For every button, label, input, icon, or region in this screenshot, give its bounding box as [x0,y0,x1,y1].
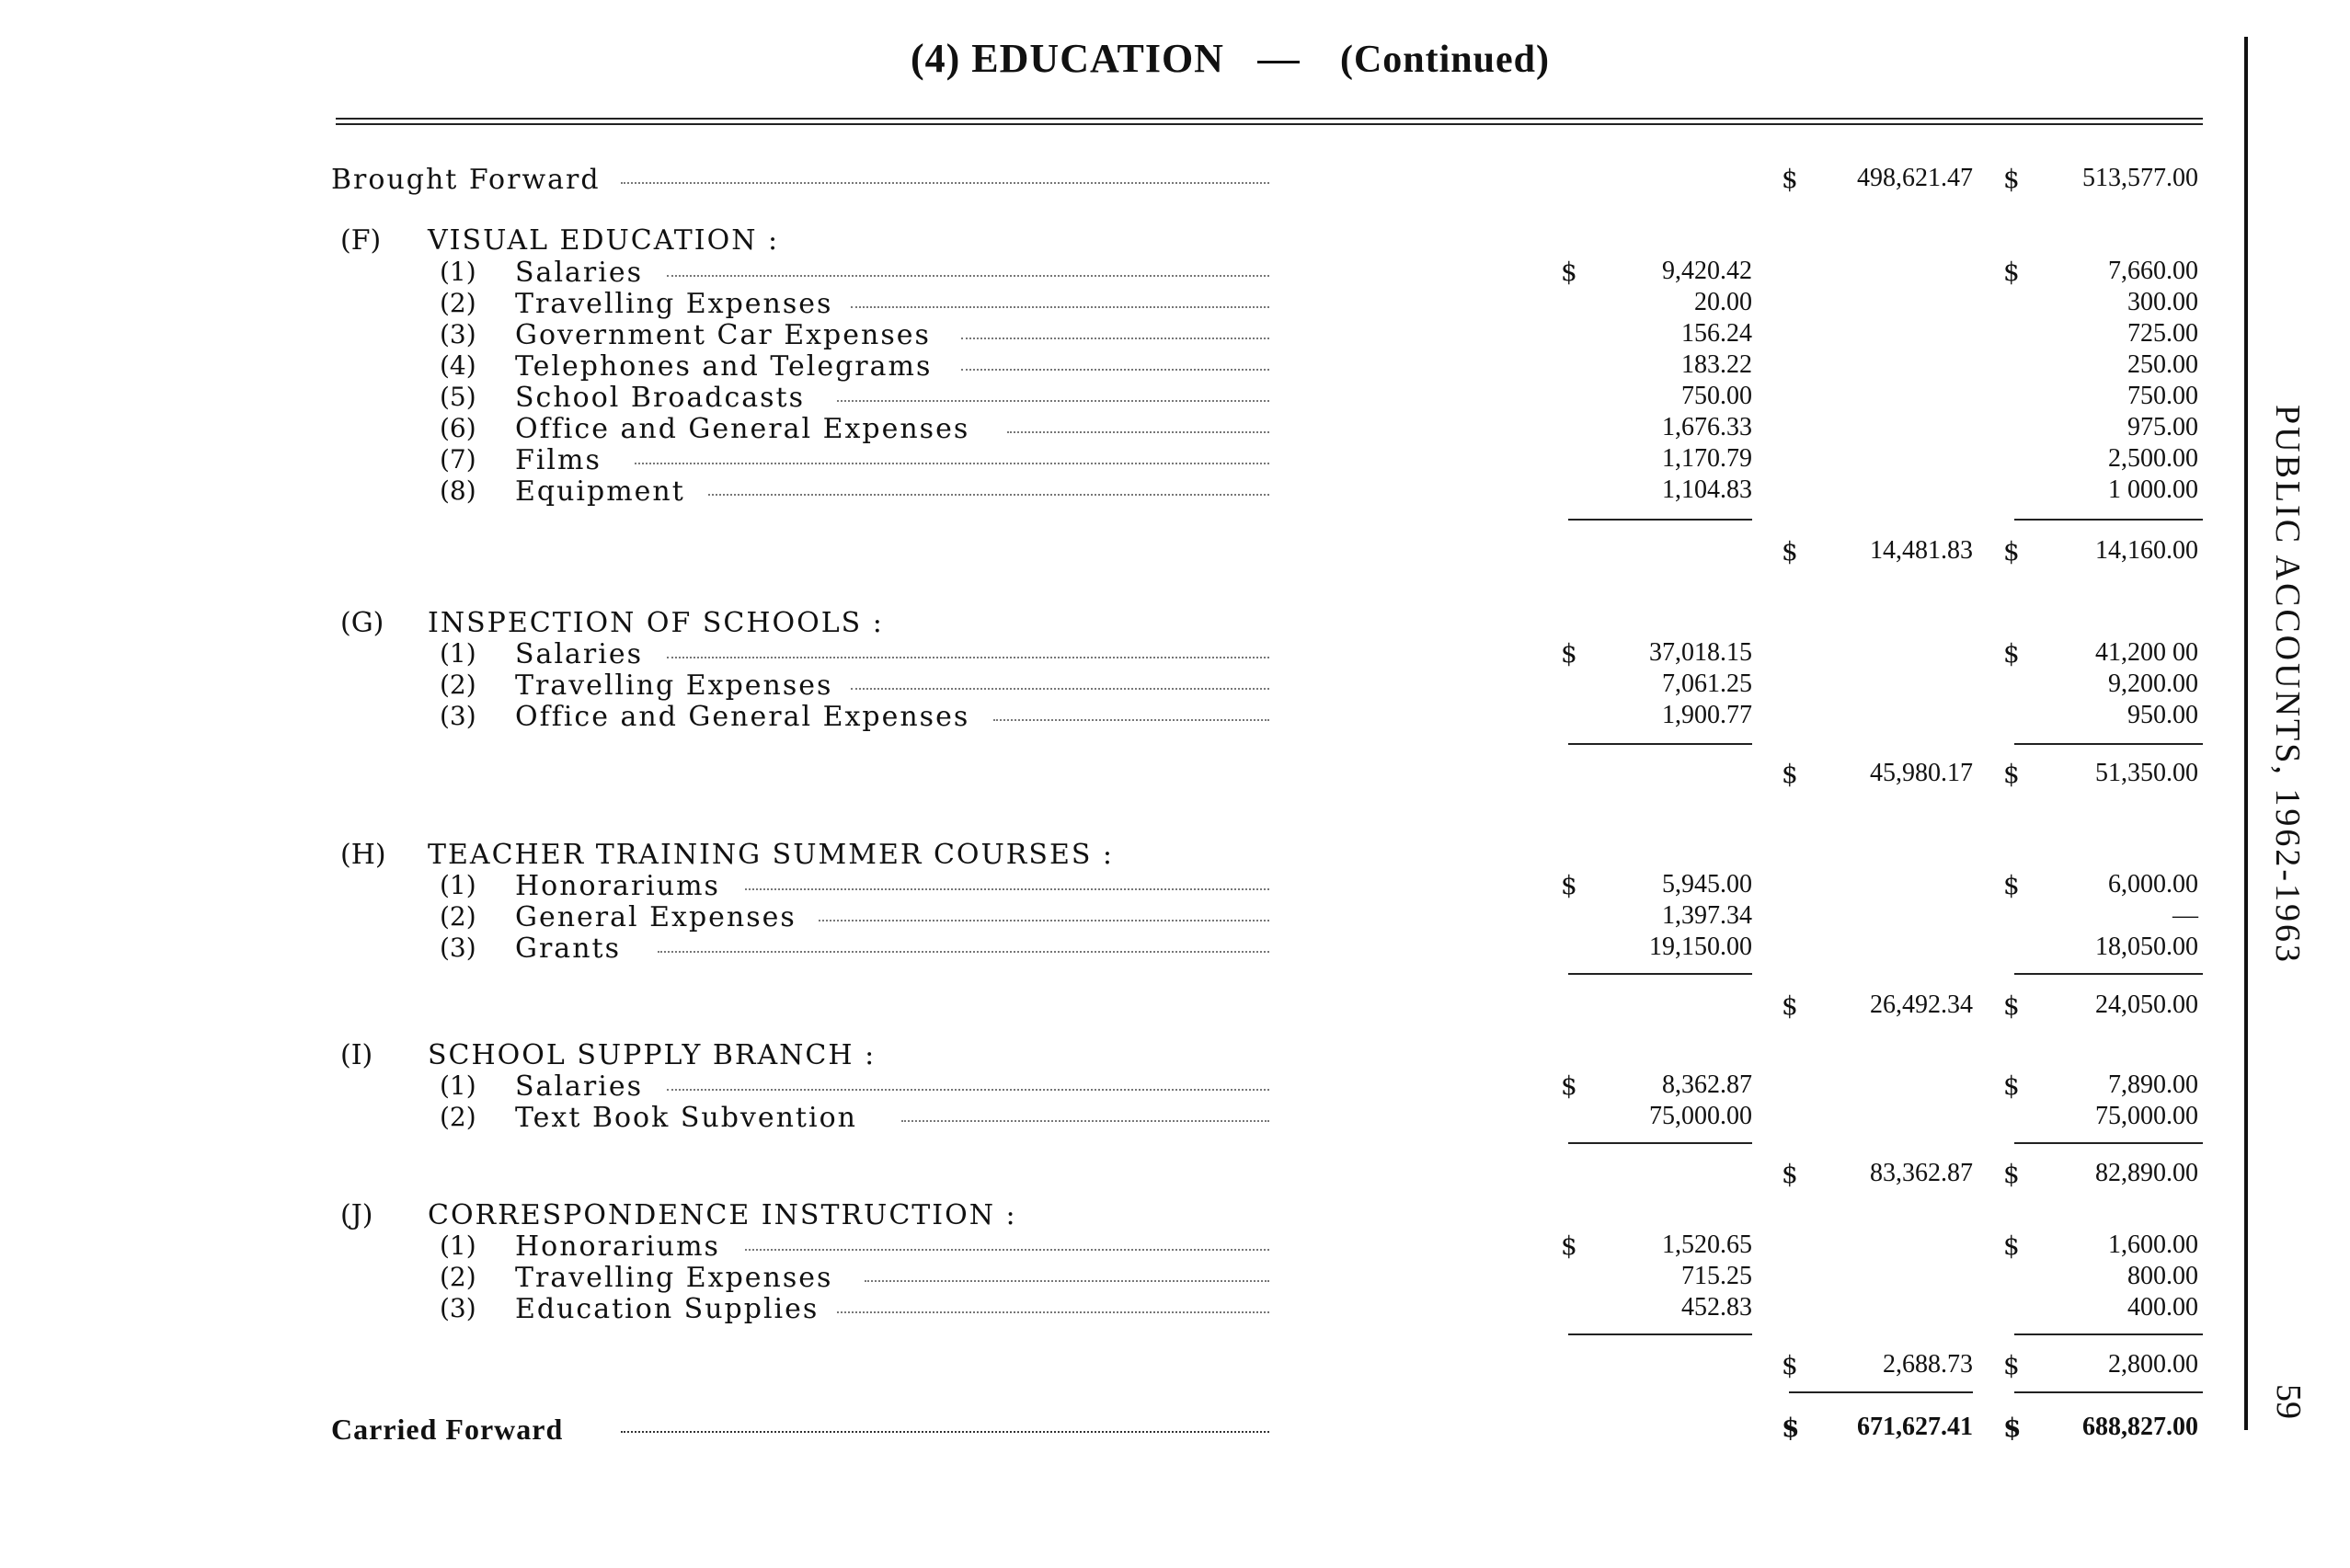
leader-dots [667,1089,1269,1091]
item-number: (2) [440,288,476,318]
grand-total-rule [2014,1391,2203,1393]
leader-dots [901,1120,1269,1122]
item-actual: 1,520.65 [1662,1230,1752,1259]
section-heading-row [0,224,2207,256]
item-label: Office and General Expenses [515,701,970,733]
item-estimate: 300.00 [2127,288,2198,316]
section-heading: TEACHER TRAINING SUMMER COURSES : [428,839,1115,871]
item-label: Honorariums [515,1230,720,1263]
currency-sign: $ [1782,990,1798,1021]
section-heading: VISUAL EDUCATION : [428,224,780,257]
section-heading-row [0,1039,2207,1070]
carried-forward-row [0,1413,2207,1444]
margin-rule [2244,37,2248,1430]
item-actual: 8,362.87 [1662,1070,1752,1099]
item-actual: 20.00 [1694,288,1752,316]
item-estimate: 750.00 [2127,382,2198,410]
item-actual: 75,000.00 [1649,1102,1752,1130]
section-total-actual: 83,362.87 [1870,1159,1973,1187]
leader-dots [658,951,1269,953]
line-item-row [0,638,2207,670]
item-number: (3) [440,1293,476,1323]
item-actual: 750.00 [1681,382,1752,410]
section-total-actual: 2,688.73 [1883,1350,1973,1379]
item-estimate: 2,500.00 [2108,444,2198,473]
subtotal-rule [1568,1333,1752,1335]
item-number: (7) [440,444,476,475]
item-number: (1) [440,870,476,900]
currency-sign: $ [2003,990,2020,1021]
subtotal-rule [2014,743,2203,745]
line-item-row [0,382,2207,413]
line-item-row [0,257,2207,288]
item-number: (1) [440,638,476,669]
section-letter: (H) [340,839,386,871]
section-total-estimate: 2,800.00 [2108,1350,2198,1379]
item-estimate: 75,000.00 [2095,1102,2198,1130]
item-estimate: 18,050.00 [2095,933,2198,961]
item-actual: 37,018.15 [1649,638,1752,667]
subtotal-rule [2014,1333,2203,1335]
item-actual: 715.25 [1681,1262,1752,1290]
item-label: Government Car Expenses [515,319,931,351]
page-number: 59 [2269,1384,2308,1419]
currency-sign: $ [2003,1413,2022,1443]
item-actual: 1,170.79 [1662,444,1752,473]
item-number: (3) [440,701,476,731]
subtotal-rule [1568,519,1752,521]
item-label: Grants [515,933,621,965]
line-item-row [0,350,2207,382]
item-actual: 1,676.33 [1662,413,1752,441]
brought-forward-row [0,164,2207,195]
grand-total-rule [1789,1391,1973,1393]
item-label: Travelling Expenses [515,670,833,702]
brought-forward-estimate: 513,577.00 [2082,164,2198,192]
item-number: (2) [440,1262,476,1292]
item-estimate: 725.00 [2127,319,2198,348]
item-number: (3) [440,933,476,963]
line-item-row [0,1230,2207,1262]
line-item-row [0,1102,2207,1133]
currency-sign: $ [2003,1070,2020,1101]
item-label: Salaries [515,1070,644,1103]
subtotal-rule [2014,519,2203,521]
item-estimate: 1 000.00 [2108,475,2198,504]
line-item-row [0,475,2207,507]
currency-sign: $ [2003,870,2020,900]
leader-dots [865,1280,1269,1282]
item-estimate: — [2172,901,2198,930]
carried-forward-actual: 671,627.41 [1857,1413,1973,1441]
item-label: Text Book Subvention [515,1102,857,1134]
subtotal-rule [1568,973,1752,975]
item-estimate: 7,890.00 [2108,1070,2198,1099]
section-total-row [0,1159,2207,1190]
brought-forward-label: Brought Forward [331,164,601,196]
leader-dots [851,688,1269,690]
item-actual: 1,104.83 [1662,475,1752,504]
leader-dots [667,657,1269,658]
section-letter: (I) [340,1039,373,1071]
item-estimate: 250.00 [2127,350,2198,379]
leader-dots [837,400,1269,402]
subtotal-rule [1568,1142,1752,1144]
section-total-row [0,1350,2207,1381]
title-dash [1257,61,1300,63]
item-estimate: 41,200 00 [2095,638,2198,667]
subtotal-rule [2014,1142,2203,1144]
leader-dots [667,275,1269,277]
leader-dots [837,1311,1269,1313]
section-total-estimate: 24,050.00 [2095,990,2198,1019]
item-estimate: 1,600.00 [2108,1230,2198,1259]
carried-forward-estimate: 688,827.00 [2082,1413,2198,1441]
header-rule-bottom [336,123,2203,125]
leader-dots [961,338,1269,339]
leader-dots [708,494,1269,496]
section-heading-row [0,1199,2207,1230]
item-estimate: 9,200.00 [2108,670,2198,698]
leader-dots [621,182,1269,184]
currency-sign: $ [1782,1159,1798,1189]
item-actual: 19,150.00 [1649,933,1752,961]
currency-sign: $ [2003,536,2020,567]
currency-sign: $ [1561,257,1577,287]
brought-forward-actual: 498,621.47 [1857,164,1973,192]
leader-dots [819,920,1269,921]
section-total-actual: 26,492.34 [1870,990,1973,1019]
item-number: (1) [440,257,476,287]
line-item-row [0,444,2207,475]
section-total-actual: 45,980.17 [1870,759,1973,787]
line-item-row [0,870,2207,901]
section-heading: SCHOOL SUPPLY BRANCH : [428,1039,877,1071]
item-label: Films [515,444,602,476]
item-label: Honorariums [515,870,720,902]
currency-sign: $ [1782,759,1798,789]
item-label: Office and General Expenses [515,413,970,445]
header-rule-top [336,118,2203,120]
currency-sign: $ [1782,536,1798,567]
section-title: (4) EDUCATION [911,36,1224,81]
section-total-actual: 14,481.83 [1870,536,1973,565]
item-estimate: 800.00 [2127,1262,2198,1290]
currency-sign: $ [1782,164,1798,194]
currency-sign: $ [2003,1159,2020,1189]
item-label: Salaries [515,257,644,289]
leader-dots [851,306,1269,308]
item-number: (2) [440,901,476,932]
currency-sign: $ [2003,1230,2020,1261]
item-label: Equipment [515,475,685,508]
line-item-row [0,933,2207,964]
leader-dots [993,719,1269,721]
leader-dots [635,463,1269,464]
item-estimate: 400.00 [2127,1293,2198,1322]
item-number: (2) [440,670,476,700]
item-number: (3) [440,319,476,349]
item-actual: 5,945.00 [1662,870,1752,898]
line-item-row [0,319,2207,350]
line-item-row [0,670,2207,701]
item-label: Salaries [515,638,644,670]
item-actual: 1,900.77 [1662,701,1752,729]
item-label: School Broadcasts [515,382,806,414]
item-number: (2) [440,1102,476,1132]
line-item-row [0,701,2207,732]
line-item-row [0,1293,2207,1324]
item-estimate: 7,660.00 [2108,257,2198,285]
currency-sign: $ [2003,1350,2020,1380]
section-heading: CORRESPONDENCE INSTRUCTION : [428,1199,1017,1231]
item-label: General Expenses [515,901,797,933]
item-number: (1) [440,1070,476,1101]
line-item-row [0,413,2207,444]
line-item-row [0,1262,2207,1293]
section-total-estimate: 51,350.00 [2095,759,2198,787]
line-item-row [0,901,2207,933]
currency-sign: $ [1561,1070,1577,1101]
item-number: (5) [440,382,476,412]
continued-label: (Continued) [1339,39,1551,81]
leader-dots [621,1431,1269,1433]
currency-sign: $ [1561,870,1577,900]
item-actual: 7,061.25 [1662,670,1752,698]
leader-dots [1007,431,1269,433]
currency-sign: $ [2003,638,2020,669]
section-total-row [0,759,2207,790]
item-label: Education Supplies [515,1293,820,1325]
carried-forward-label: Carried Forward [331,1413,564,1446]
item-label: Travelling Expenses [515,288,833,320]
page-title [911,35,1550,82]
item-number: (4) [440,350,476,381]
section-total-estimate: 82,890.00 [2095,1159,2198,1187]
item-label: Travelling Expenses [515,1262,833,1294]
currency-sign: $ [1782,1350,1798,1380]
section-letter: (G) [340,607,384,639]
section-heading-row [0,607,2207,638]
section-total-row [0,536,2207,567]
item-estimate: 6,000.00 [2108,870,2198,898]
line-item-row [0,1070,2207,1102]
item-actual: 156.24 [1681,319,1752,348]
item-actual: 452.83 [1681,1293,1752,1322]
item-estimate: 975.00 [2127,413,2198,441]
section-total-row [0,990,2207,1022]
currency-sign: $ [1782,1413,1800,1443]
subtotal-rule [1568,743,1752,745]
currency-sign: $ [1561,1230,1577,1261]
section-letter: (F) [340,224,382,257]
item-actual: 183.22 [1681,350,1752,379]
subtotal-rule [2014,973,2203,975]
leader-dots [961,369,1269,371]
currency-sign: $ [2003,257,2020,287]
line-item-row [0,288,2207,319]
item-actual: 9,420.42 [1662,257,1752,285]
running-header: PUBLIC ACCOUNTS, 1962-1963 [2268,405,2307,965]
section-letter: (J) [340,1199,373,1231]
item-number: (6) [440,413,476,443]
item-label: Telephones and Telegrams [515,350,933,383]
leader-dots [745,1249,1269,1251]
currency-sign: $ [2003,759,2020,789]
item-number: (1) [440,1230,476,1261]
item-estimate: 950.00 [2127,701,2198,729]
currency-sign: $ [2003,164,2020,194]
currency-sign: $ [1561,638,1577,669]
leader-dots [745,888,1269,890]
item-number: (8) [440,475,476,506]
section-heading: INSPECTION OF SCHOOLS : [428,607,884,639]
section-total-estimate: 14,160.00 [2095,536,2198,565]
item-actual: 1,397.34 [1662,901,1752,930]
section-heading-row [0,839,2207,870]
